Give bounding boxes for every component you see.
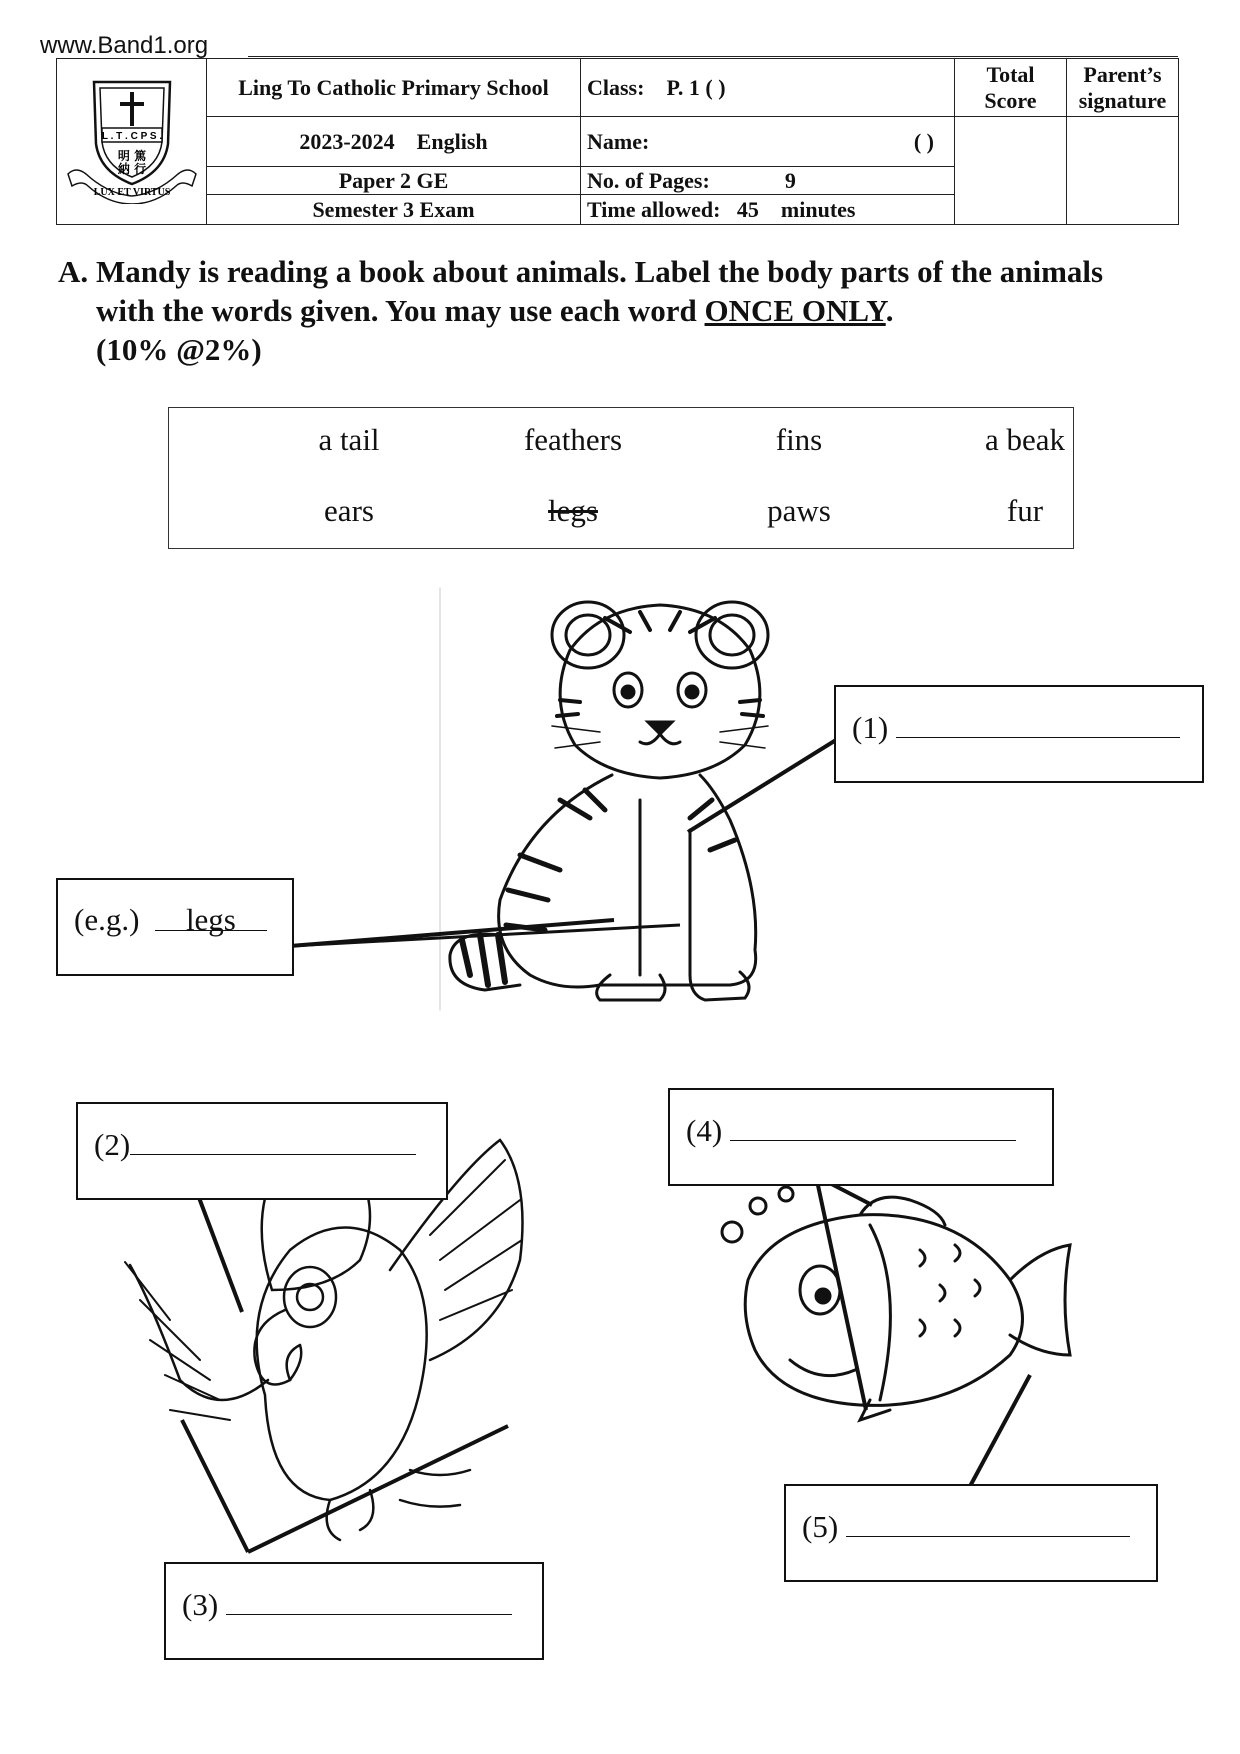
class-value: P. 1 ( ) xyxy=(666,74,726,100)
word-bank-item: fur xyxy=(1006,493,1044,528)
crest-motto: LUX ET VIRTUS xyxy=(93,186,170,198)
label-box-5 xyxy=(784,1484,1158,1582)
label-box-3 xyxy=(164,1562,544,1660)
label-3-number: (3) xyxy=(182,1587,219,1622)
time-value: 45 xyxy=(736,196,759,222)
label-1-number: (1) xyxy=(852,710,889,745)
site-url: www.Band1.org xyxy=(40,32,209,59)
school-name: Ling To Catholic Primary School xyxy=(207,59,581,117)
example-prefix: (e.g.) xyxy=(74,902,140,937)
label-4-number: (4) xyxy=(686,1113,723,1148)
time-unit: minutes xyxy=(780,196,856,222)
question-emphasis: ONCE ONLY xyxy=(704,293,886,328)
label-box-4 xyxy=(668,1088,1054,1186)
word-bank-item-used: legs xyxy=(548,493,598,528)
parent-signature-label: Parent’s signature xyxy=(1067,59,1179,117)
name-label: Name: xyxy=(587,128,650,154)
answer-2-blank[interactable] xyxy=(130,1126,416,1155)
fish-illustration xyxy=(722,1187,1070,1420)
label-5-number: (5) xyxy=(802,1509,839,1544)
svg-text:明 篤: 明 篤 xyxy=(117,148,146,163)
word-bank-item: feathers xyxy=(523,422,623,457)
word-bank-item: a tail xyxy=(318,422,380,457)
pages-value: 9 xyxy=(784,167,796,193)
word-bank-item: a beak xyxy=(984,422,1066,457)
crest-letters: L . T . C P S . xyxy=(101,130,162,142)
answer-1-blank[interactable] xyxy=(896,709,1180,738)
label-2-number: (2) xyxy=(94,1127,131,1162)
semester: Semester 3 Exam xyxy=(207,195,581,225)
svg-text:納 行: 納 行 xyxy=(117,161,146,176)
parrot-illustration xyxy=(125,1140,523,1540)
class-number-paren: ( ) xyxy=(913,128,934,154)
question-instructions: Mandy is reading a book about animals. Label the body parts of the animals with the words given. You may use each word ONCE ONLY. (10% @2%) xyxy=(96,254,1104,367)
tiger-illustration xyxy=(440,588,768,1010)
word-bank-item: fins xyxy=(775,422,823,457)
question-marks: (10% @2%) xyxy=(96,332,262,367)
total-score-label: Total Score xyxy=(955,59,1067,117)
word-bank-item: paws xyxy=(767,493,831,528)
question-text: Mandy is reading a book about animals. Label the body parts of the animals with the words given. You may use each word xyxy=(96,254,1104,328)
time-label: Time allowed: xyxy=(587,196,721,222)
answer-4-blank[interactable] xyxy=(730,1112,1016,1141)
example-answer: legs xyxy=(155,902,267,931)
class-label: Class: xyxy=(587,74,645,100)
label-box-1 xyxy=(834,685,1204,783)
answer-3-blank[interactable] xyxy=(226,1586,512,1615)
label-box-2 xyxy=(76,1102,448,1200)
year-subject: 2023-2024 English xyxy=(207,117,581,167)
answer-5-blank[interactable] xyxy=(846,1508,1130,1537)
word-bank-item: ears xyxy=(324,493,374,528)
label-box-example xyxy=(56,878,294,976)
paper-name: Paper 2 GE xyxy=(207,167,581,195)
question-number: A. xyxy=(58,254,89,289)
pages-label: No. of Pages: xyxy=(587,167,710,193)
